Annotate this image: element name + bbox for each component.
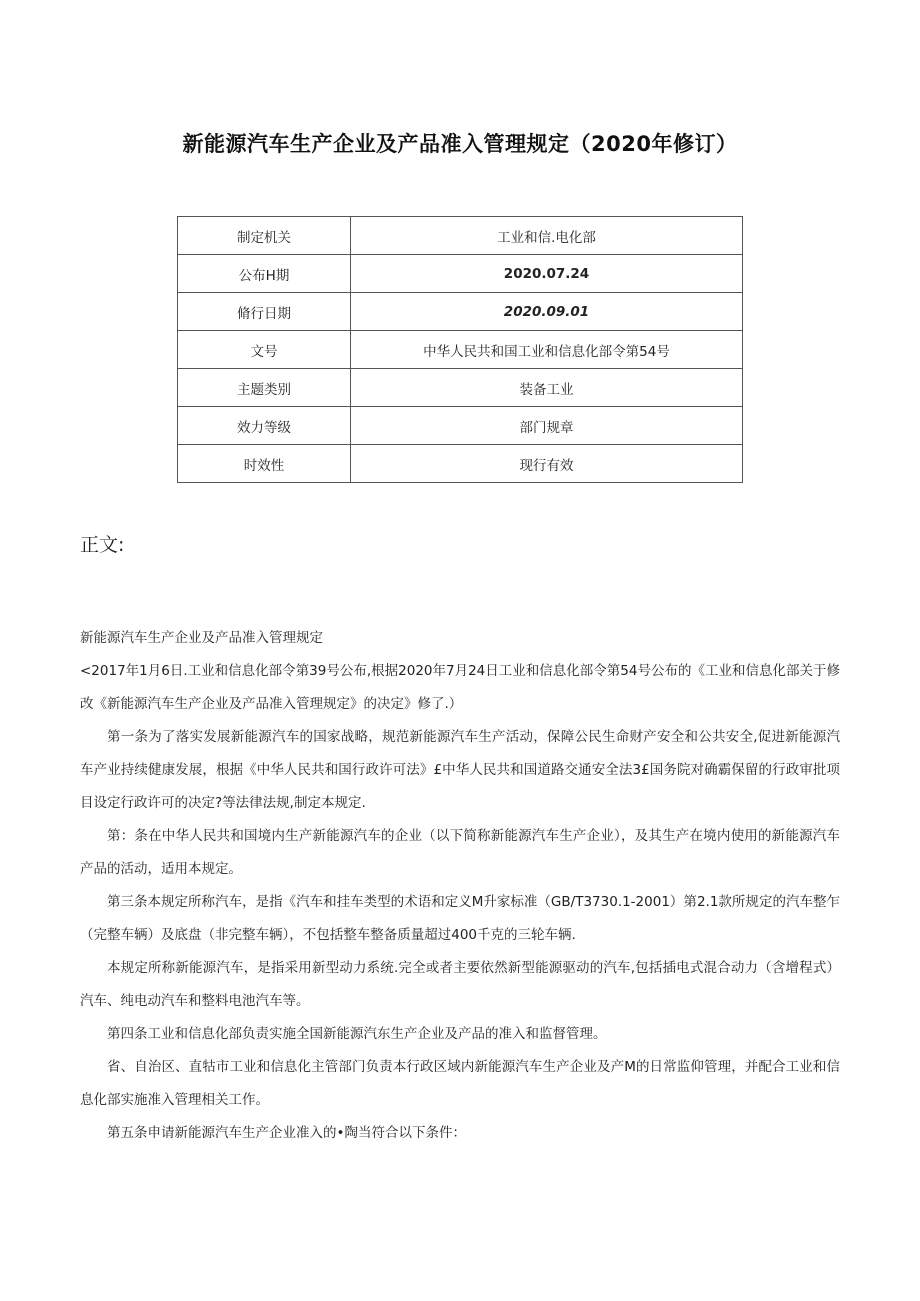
body-paragraph-article-4: 第四条工业和信息化部负责实施全国新能源汽东生产企业及产品的准入和监督管理。: [107, 1026, 607, 1042]
table-row: [178, 217, 743, 255]
body-paragraph-article-3: 第三条本规定所称汽车，是指《汽车和挂车类型的术语和定义M升家标准（GB/T3730.1-2001）第2.1款所规定的汽车整乍（完整车辆）及底盘（非完整车辆），不包括整车整备质量超过400千克的三轮车辆.: [80, 894, 840, 943]
body-paragraph-article-5: 第五条申请新能源汽车生产企业准入的•陶当符合以下条件：: [107, 1125, 466, 1141]
row-label-legal-level: 效力等级: [178, 407, 351, 445]
row-value-publish-date: 2020.07.24: [351, 255, 743, 293]
body-paragraph-article-2: 第：条在中华人民共和国境内生产新能源汽车的企业（以下简称新能源汽车生产企业），及其生产在境内使用的新能源汽车产品的活动，适用本规定。: [80, 828, 840, 877]
document-title: 新能源汽车生产企业及产品准入管理规定（2020年修订）: [182, 132, 738, 156]
body-paragraph-article-1: 第一条为了落实发展新能源汽车的国家战略，规范新能源汽车生产活动，保障公民生命财产安全和公共安全,促进新能源汽车产业持续健康发展，根据《中华人民共和国行政许可法》£中华人民共和国道路交通安全法3£国务院对确霸保留的行政审批项目设定行政许可的决定?等法律法规,制定本规定.: [80, 729, 840, 811]
row-label-validity: 时效性: [178, 445, 351, 483]
table-row: [178, 331, 743, 369]
row-label-publish-date: 公布H期: [178, 255, 351, 293]
body-paragraph-revision-note: <2017年1月6日.工业和信息化部令第39号公布,根据2020年7月24日工业和信息化部令第54号公布的《工业和信息化部关于修改《新能源汽车生产企业及产品准入管理规定》的决定》修了.）: [80, 663, 840, 712]
row-value-document-number: 中华人民共和国工业和信息化部令第54号: [351, 331, 743, 369]
table-row: [178, 255, 743, 293]
row-value-validity: 现行有效: [351, 445, 743, 483]
body-text: [80, 622, 840, 1150]
body-paragraph-provincial-duty: 省、自治区、直牯市工业和信息化主管部门负责本行政区域内新能源汽车生产企业及产M的日常监仰管理，并配合工业和信息化部实施准入管理相关工作。: [80, 1059, 840, 1108]
table-row: [178, 293, 743, 331]
row-value-subject-category: 装备工业: [351, 369, 743, 407]
body-paragraph-nev-definition: 本规定所称新能源汽车，是指采用新型动力系统.完全或者主要依然新型能源驱动的汽车,包括插电式混合动力（含增程式）汽车、纯电动汽车和整料电池汽车等。: [80, 960, 840, 1009]
row-value-legal-level: 部门规章: [351, 407, 743, 445]
row-label-issuing-authority: 制定机关: [178, 217, 351, 255]
table-row: [178, 369, 743, 407]
metadata-table: [177, 216, 743, 483]
row-label-document-number: 文号: [178, 331, 351, 369]
body-paragraph-heading: 新能源汽车生产企业及产品准入管理规定: [80, 630, 323, 646]
row-label-effective-date: 脩行日期: [178, 293, 351, 331]
row-value-effective-date: 2020.09.01: [351, 293, 743, 331]
row-value-issuing-authority: 工业和信.电化部: [351, 217, 743, 255]
body-section-label: 正文:: [80, 534, 125, 556]
table-row: [178, 445, 743, 483]
table-row: [178, 407, 743, 445]
row-label-subject-category: 主题类别: [178, 369, 351, 407]
